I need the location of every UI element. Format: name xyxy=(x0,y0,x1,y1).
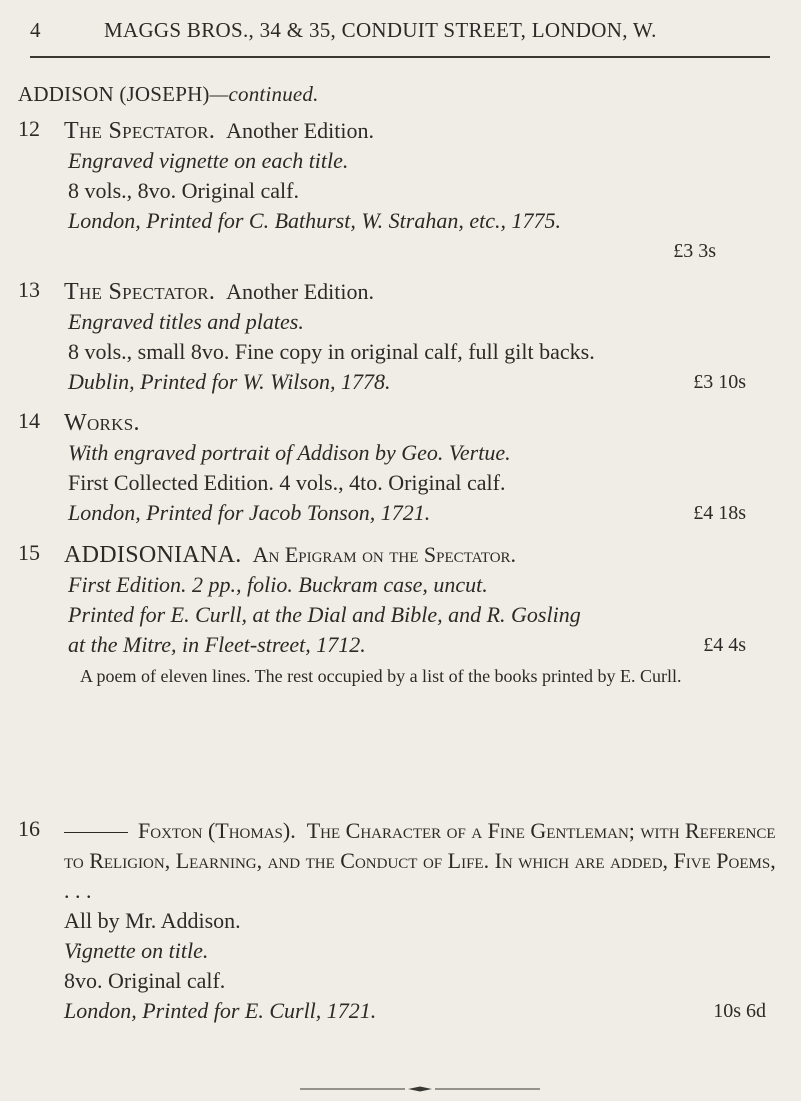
page-header xyxy=(30,18,770,43)
section-heading xyxy=(18,82,319,107)
entry-title: The Spectator. xyxy=(64,118,216,144)
entry-imprint-cont: at the Mitre, in Fleet-street, 1712. xyxy=(68,632,366,657)
tailpiece-ornament xyxy=(300,1086,540,1092)
entry-format: 8 vols., 8vo. Original calf. xyxy=(68,178,299,203)
entry-title: Works. xyxy=(64,410,140,436)
ditto-dash xyxy=(64,832,128,833)
entry-price: 10s 6d xyxy=(713,1000,766,1022)
entry-title: The Character of a Fine Gentleman; with Reference to Religion, Learning, and the Conduct of Life. In which are added, Five Poems, . . . xyxy=(64,818,776,903)
catalogue-entry xyxy=(18,277,786,397)
catalogue-entry xyxy=(18,116,786,266)
entry-price: £4 4s xyxy=(703,634,746,656)
entry-price: £4 18s xyxy=(693,502,746,524)
entry-number: 12 xyxy=(18,116,40,141)
section-author: ADDISON (JOSEPH) xyxy=(18,82,210,106)
entry-format: First Edition. 2 pp., folio. Buckram case, uncut. xyxy=(68,572,488,597)
entry-title-rest: An Epigram on the Spectator. xyxy=(252,542,517,567)
entry-price: £3 10s xyxy=(693,371,746,393)
catalogue-entry xyxy=(18,408,786,528)
entry-number: 14 xyxy=(18,408,40,433)
entry-format: First Collected Edition. 4 vols., 4to. Original calf. xyxy=(68,470,506,495)
entry-description: Engraved titles and plates. xyxy=(68,309,304,334)
entry-format: 8vo. Original calf. xyxy=(64,968,226,993)
entry-note: A poem of eleven lines. The rest occupied by a list of the books printed by E. Curll. xyxy=(80,666,682,686)
entry-imprint: London, Printed for C. Bathurst, W. Strahan, etc., 1775. xyxy=(68,208,561,233)
entry-description: Vignette on title. xyxy=(64,938,209,963)
entry-price: £3 3s xyxy=(673,240,716,262)
section-continued: —continued. xyxy=(209,82,319,106)
entry-format: 8 vols., small 8vo. Fine copy in original calf, full gilt backs. xyxy=(68,339,595,364)
page-number: 4 xyxy=(30,18,41,42)
entry-imprint: London, Printed for Jacob Tonson, 1721. xyxy=(68,500,431,525)
entry-imprint: Printed for E. Curll, at the Dial and Bible, and R. Gosling xyxy=(68,602,581,627)
catalogue-entry xyxy=(18,816,786,1026)
catalogue-entry xyxy=(18,540,786,688)
entry-title: ADDISONIANA. xyxy=(64,542,242,568)
entry-description: With engraved portrait of Addison by Geo. Vertue. xyxy=(68,440,511,465)
entry-number: 13 xyxy=(18,277,40,302)
publisher-address: MAGGS BROS., 34 & 35, CONDUIT STREET, LONDON, W. xyxy=(104,18,657,42)
entry-number: 16 xyxy=(18,816,40,841)
entry-imprint: London, Printed for E. Curll, 1721. xyxy=(64,998,377,1023)
entry-imprint: Dublin, Printed for W. Wilson, 1778. xyxy=(68,369,391,394)
entry-title: The Spectator. xyxy=(64,279,216,305)
header-rule xyxy=(30,56,770,58)
entry-author: Foxton (Thomas). xyxy=(138,818,296,843)
entry-description: Engraved vignette on each title. xyxy=(68,148,349,173)
entry-attribution: All by Mr. Addison. xyxy=(64,908,241,933)
entry-number: 15 xyxy=(18,540,40,565)
entry-title-rest: Another Edition. xyxy=(226,118,375,143)
entry-title-rest: Another Edition. xyxy=(226,279,375,304)
